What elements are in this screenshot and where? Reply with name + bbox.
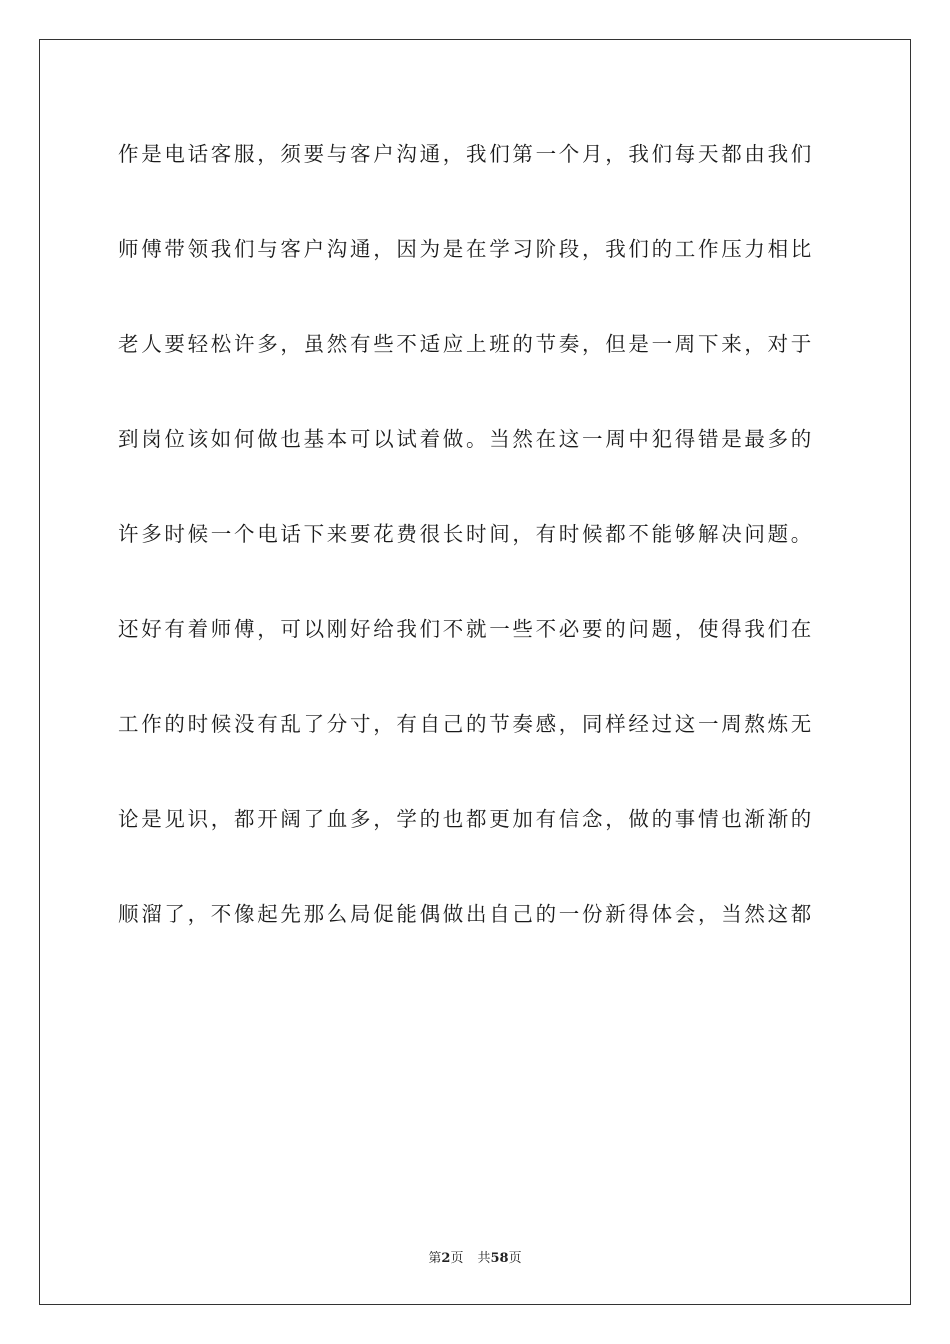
total-pages: 58 [490,1251,509,1266]
text-line: 工作的时候没有乱了分寸，有自己的节奏感，同样经过这一周熬炼无 [118,712,814,736]
total-suffix: 页 [508,1251,522,1266]
text-line: 师傅带领我们与客户沟通，因为是在学习阶段，我们的工作压力相比 [118,237,814,261]
text-line: 顺溜了，不像起先那么局促能偶做出自己的一份新得体会，当然这都 [118,902,814,926]
text-line: 老人要轻松许多，虽然有些不适应上班的节奏，但是一周下来，对于 [118,332,814,356]
total-prefix: 共 [477,1251,491,1266]
page-footer [0,1247,950,1266]
current-page: 2 [441,1251,451,1266]
text-line: 论是见识，都开阔了血多，学的也都更加有信念，做的事情也渐渐的 [118,807,814,831]
text-line: 许多时候一个电话下来要花费很长时间，有时候都不能够解决问题。 [118,522,814,546]
page-total [477,1251,521,1266]
page-prefix: 第 [428,1251,442,1266]
page-suffix: 页 [450,1251,464,1266]
text-line: 作是电话客服，须要与客户沟通，我们第一个月，我们每天都由我们 [118,142,814,166]
body-text [118,124,834,979]
text-line: 还好有着师傅，可以刚好给我们不就一些不必要的问题，使得我们在 [118,617,814,641]
page-number [428,1251,463,1266]
text-line: 到岗位该如何做也基本可以试着做。当然在这一周中犯得错是最多的 [118,427,814,451]
